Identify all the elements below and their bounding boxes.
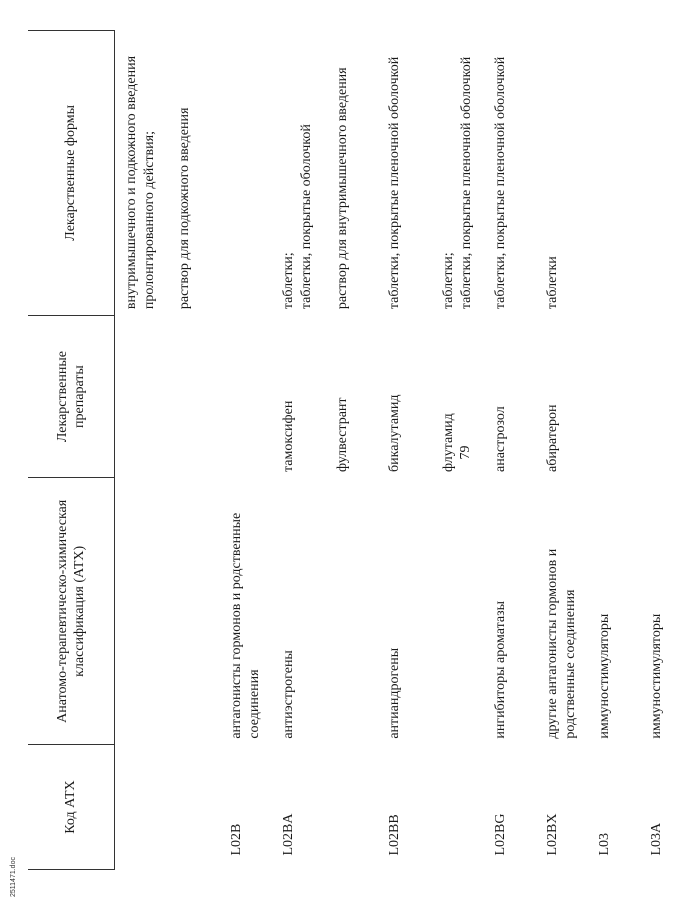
preparations-cell bbox=[276, 315, 382, 478]
atx-classification: антагонисты гормонов и родственные соединения bbox=[229, 512, 262, 739]
atx-classification: антиэстрогены bbox=[281, 650, 296, 739]
atx-code: L02BX bbox=[545, 813, 560, 856]
dosage-form: таблетки bbox=[545, 256, 560, 310]
table-header-row bbox=[28, 31, 115, 870]
preparations-cell bbox=[540, 315, 592, 478]
atx-code: L03A bbox=[649, 822, 664, 856]
drug-name: фулвестрант bbox=[335, 397, 350, 472]
atx-classification: иммуностимуляторы bbox=[649, 613, 664, 739]
preparations-cell bbox=[382, 315, 488, 478]
drug-name: тамоксифен bbox=[281, 400, 296, 472]
drug-name bbox=[141, 321, 177, 472]
atx-code: L02B bbox=[229, 823, 244, 856]
table-row bbox=[592, 31, 644, 870]
table-row bbox=[276, 31, 382, 870]
drug-name: бикалутамид bbox=[387, 394, 402, 472]
atx-code: L02BG bbox=[493, 813, 508, 856]
preparations-cell bbox=[115, 315, 225, 478]
atx-classification: другие антагонисты гормонов и родственные соединения bbox=[545, 548, 578, 739]
table-row bbox=[488, 31, 540, 870]
table-body bbox=[115, 31, 696, 870]
dosage-form: таблетки; таблетки, покрытые оболочкой bbox=[281, 124, 314, 310]
page-number: 79 bbox=[458, 445, 473, 460]
drug-name bbox=[648, 321, 684, 472]
preparations-cell bbox=[488, 315, 540, 478]
preparations-cell bbox=[224, 315, 276, 478]
dosage-form bbox=[228, 37, 264, 310]
dosage-form bbox=[648, 37, 684, 310]
atx-code: L03 bbox=[597, 832, 612, 856]
table-row bbox=[115, 31, 225, 870]
forms-cell bbox=[592, 31, 644, 316]
dosage-form: таблетки, покрытые пленочной оболочкой bbox=[493, 56, 508, 310]
dosage-form: внутримышечного и подкожного введения пролонгированного действия; bbox=[124, 55, 157, 310]
dosage-form: раствор для внутримышечного введения bbox=[335, 67, 350, 310]
dosage-form: таблетки; таблетки, покрытые пленочной оболочкой bbox=[441, 56, 474, 310]
atx-table bbox=[28, 30, 696, 870]
forms-cell bbox=[382, 31, 488, 316]
forms-cell bbox=[644, 31, 696, 316]
forms-cell bbox=[276, 31, 382, 316]
table-row bbox=[540, 31, 592, 870]
atx-classification: антиандрогены bbox=[387, 647, 402, 739]
preparations-cell bbox=[592, 315, 644, 478]
preparations-cell bbox=[644, 315, 696, 478]
drug-name: анастрозол bbox=[493, 406, 508, 472]
drug-name bbox=[596, 321, 632, 472]
header-classification: Анатомо-терапевтическо-химическая классификация (АТХ) bbox=[28, 478, 115, 745]
header-preparations: Лекарственные препараты bbox=[28, 315, 115, 478]
forms-cell bbox=[115, 31, 225, 316]
forms-cell bbox=[488, 31, 540, 316]
header-forms: Лекарственные формы bbox=[28, 31, 115, 316]
forms-cell bbox=[540, 31, 592, 316]
table-row bbox=[644, 31, 696, 870]
atx-code bbox=[115, 745, 225, 870]
dosage-form: раствор для подкожного введения bbox=[177, 107, 192, 310]
atx-classification bbox=[115, 478, 225, 745]
drug-name: абиратерон bbox=[545, 404, 560, 472]
atx-classification: ингибиторы ароматазы bbox=[493, 600, 508, 739]
atx-code: L02BB bbox=[387, 814, 402, 856]
document-footer: 2511471.doc bbox=[10, 857, 17, 897]
dosage-form bbox=[596, 37, 632, 310]
table-row bbox=[224, 31, 276, 870]
header-code: Код АТХ bbox=[28, 745, 115, 870]
forms-cell bbox=[224, 31, 276, 316]
drug-name: флутамид bbox=[441, 413, 456, 472]
table-row bbox=[382, 31, 488, 870]
atx-classification: иммуностимуляторы bbox=[597, 613, 612, 739]
atx-code: L02BA bbox=[281, 813, 296, 856]
drug-name bbox=[228, 321, 264, 472]
dosage-form: таблетки, покрытые пленочной оболочкой bbox=[387, 56, 402, 310]
